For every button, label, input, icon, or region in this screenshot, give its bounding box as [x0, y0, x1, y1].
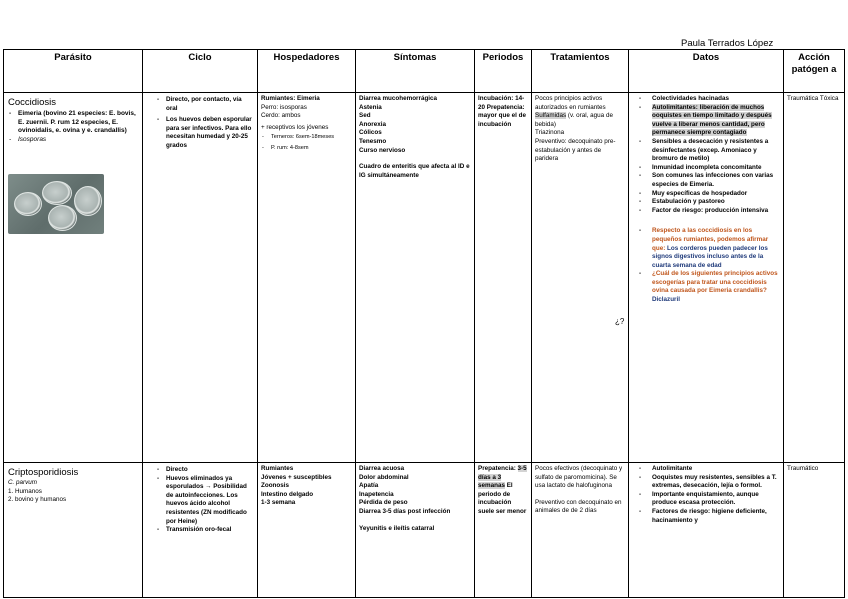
- symptom: Diarrea acuosa: [359, 465, 405, 472]
- list-item: - Muy específicas de hospedador: [652, 190, 780, 199]
- list-item: - Inmunidad incompleta concomitante: [652, 164, 780, 173]
- list-item: - Directo, por contacto, vía oral: [166, 96, 254, 113]
- list-item: - Colectividades hacinadas: [652, 95, 780, 104]
- parasite-host: 2. bovino y humanos: [8, 496, 67, 504]
- cell-tratamientos: [532, 93, 629, 463]
- cell-hospedadores: [258, 93, 356, 463]
- parasite-host: 1. Humanos: [8, 487, 42, 495]
- list-item: - Los huevos deben esporular para ser infectivos. Para ello necesitan humedad y 20-25 grados: [166, 116, 254, 150]
- symptom: Inapetencia: [359, 490, 394, 498]
- treatment-text: Preventivo con decoquinato en animales de de 2 días: [535, 498, 622, 515]
- host-line: Intestino delgado: [261, 490, 314, 498]
- cell-periodos: Incubación: 14-20 Prepatencia: mayor que el de incubación: [475, 93, 532, 463]
- symptom: Tenesmo: [359, 137, 387, 145]
- symptom: Yeyunitis e ileítis catarral: [359, 524, 435, 532]
- symptom-note: Cuadro de enteritis que afecta al ID e IG simultáneamente: [359, 163, 470, 179]
- header-accion: Acción patógen a: [784, 50, 845, 93]
- question-mark: ¿?: [615, 317, 625, 326]
- cell-datos: [629, 463, 784, 598]
- list-item: - Huevos eliminados ya esporulados → Posibilidad de autoinfecciones. Los huevos ácido alcohol resistentes (ZN modificado por Heine): [166, 475, 254, 527]
- list-item: - Sensibles a desecación y resistentes a desinfectantes (excep. Amoniaco y bromuro de metilo): [652, 138, 780, 164]
- host-line: Perro: isosporas: [261, 103, 307, 111]
- parasite-name: Coccidiosis: [8, 97, 57, 108]
- cell-accion: Traumática Tóxica: [784, 93, 845, 463]
- answer-text: Diclazuril: [652, 296, 680, 304]
- datos-list: [632, 465, 780, 525]
- symptom: Curso nervioso: [359, 146, 406, 154]
- cell-periodos: [475, 463, 532, 598]
- symptom: Astenia: [359, 103, 382, 111]
- list-item: - P. rum: 4-8sem: [271, 144, 352, 153]
- header-parasito: Parásito: [4, 50, 143, 93]
- symptom: Diarrea mucohemorrágica: [359, 95, 438, 102]
- symptom: Sed: [359, 112, 371, 120]
- cell-tratamientos: [532, 463, 629, 598]
- list-item: - Factores de riesgo: higiene deficiente, hacinamiento y: [652, 508, 780, 525]
- period-highlight: 3-5 días a 3 semanas: [478, 465, 527, 490]
- treatment-highlight: Sulfamidas: [535, 112, 567, 120]
- treatment-text: Triazinona: [535, 129, 565, 137]
- cell-ciclo: [143, 93, 258, 463]
- list-item: [652, 270, 780, 304]
- list-item: - Terneros: 6sem-18meses: [271, 133, 352, 142]
- cell-datos: [615, 93, 784, 463]
- table-row-criptosporidiosis: [4, 463, 845, 598]
- symptom: Anorexia: [359, 120, 386, 128]
- table-row-coccidiosis: [4, 93, 845, 463]
- treatment-text: [535, 112, 625, 129]
- cell-parasito: [4, 93, 143, 463]
- parasite-species: C. parvum: [8, 479, 38, 486]
- host-line: Cerdo: ambos: [261, 112, 301, 120]
- header-row: [4, 50, 845, 93]
- datos-list: [632, 95, 780, 305]
- period-label: Prepatencia:: [478, 465, 518, 472]
- cell-sintomas: [356, 93, 475, 463]
- treatment-text: Pocos efectivos (decoquinato y sulfato de paromomicina). Se usa lactato de halofuginona: [535, 465, 623, 490]
- question-text: ¿Cuál de los siguientes principios activos escogerías para tratar una coccidiosis ovina causada por Eimeria crandallis?: [652, 270, 778, 295]
- symptom: Pérdida de peso: [359, 499, 408, 507]
- oocyst-photo: [8, 174, 104, 234]
- header-hospedadores: Hospedadores: [258, 50, 356, 93]
- list-item: [652, 227, 780, 270]
- host-line: Jóvenes + susceptibles: [261, 473, 332, 481]
- treatment-text: Pocos principios activos autorizados en rumiantes: [535, 95, 606, 111]
- header-periodos: Periodos: [475, 50, 532, 93]
- header-datos: Datos: [629, 50, 784, 93]
- parasite-list: [8, 110, 139, 144]
- question-text: Respecto a las coccidiosis en los pequeños rumiantes, podemos afirmar que:: [652, 227, 769, 252]
- host-line: + receptivos los jóvenes: [261, 123, 329, 131]
- ciclo-list: [146, 466, 254, 535]
- host-line: 1-3 semana: [261, 499, 296, 507]
- header-tratamientos: Tratamientos: [532, 50, 629, 93]
- cell-sintomas: [356, 463, 475, 598]
- parasite-table: [3, 49, 845, 598]
- author-name: Paula Terrados López: [681, 38, 774, 49]
- list-item: - Eimeria (bovino 21 especies: E. bovis, E. zuernii. P. rum 12 especies, E. ovinoidalis, e. ovina y e. crandallis): [18, 110, 139, 136]
- list-item: - Directo: [166, 466, 254, 475]
- host-line: Rumiantes: Eimeria: [261, 95, 320, 102]
- list-item: - Importante enquistamiento, aunque produce escasa protección.: [652, 491, 780, 508]
- cell-accion: Traumático: [784, 463, 845, 598]
- cell-ciclo: [143, 463, 258, 598]
- symptom: Diarrea 3-5 días post infección: [359, 507, 451, 515]
- highlight-text: Autolimitantes: liberación de muchos ooquistes en tiempo limitado y después vuelve a liberar menos cantidad, pero permanece siempre contagiado: [652, 103, 772, 137]
- cell-hospedadores: [258, 463, 356, 598]
- host-sub-list: [261, 133, 352, 152]
- list-item: - Son comunes las infecciones con varias especies de Eimeria.: [652, 172, 780, 189]
- list-item: - Ooquistes muy resistentes, sensibles a T. extremas, desecación, lejía o formol.: [652, 474, 780, 491]
- list-item: - Isosporas: [18, 136, 139, 145]
- cell-parasito: [4, 463, 143, 598]
- ciclo-list: [146, 96, 254, 151]
- list-item: [652, 104, 780, 138]
- list-item: - Transmisión oro-fecal: [166, 526, 254, 535]
- list-item: - Autolimitante: [652, 465, 780, 474]
- host-line: Zoonosis: [261, 482, 289, 490]
- host-line: Rumiantes: [261, 465, 294, 472]
- header-ciclo: Ciclo: [143, 50, 258, 93]
- treatment-text: Preventivo: decoquinato pre-estabulación y antes de paridera: [535, 137, 616, 163]
- treatment-detail: (v. oral, agua de bebida): [535, 112, 613, 128]
- symptom: Apatía: [359, 482, 379, 490]
- symptom: Dolor abdominal: [359, 473, 409, 481]
- header-sintomas: Síntomas: [356, 50, 475, 93]
- parasite-name: Criptosporidiosis: [8, 467, 79, 478]
- list-item: - Factor de riesgo: producción intensiva: [652, 207, 780, 216]
- list-item: - Estabulación y pastoreo: [652, 198, 780, 207]
- period-note: El periodo de incubación suele ser menor: [478, 482, 527, 515]
- answer-text: Los corderos pueden padecer los signos digestivos incluso antes de la cuarta semana de edad: [652, 244, 768, 269]
- symptom: Cólicos: [359, 129, 382, 137]
